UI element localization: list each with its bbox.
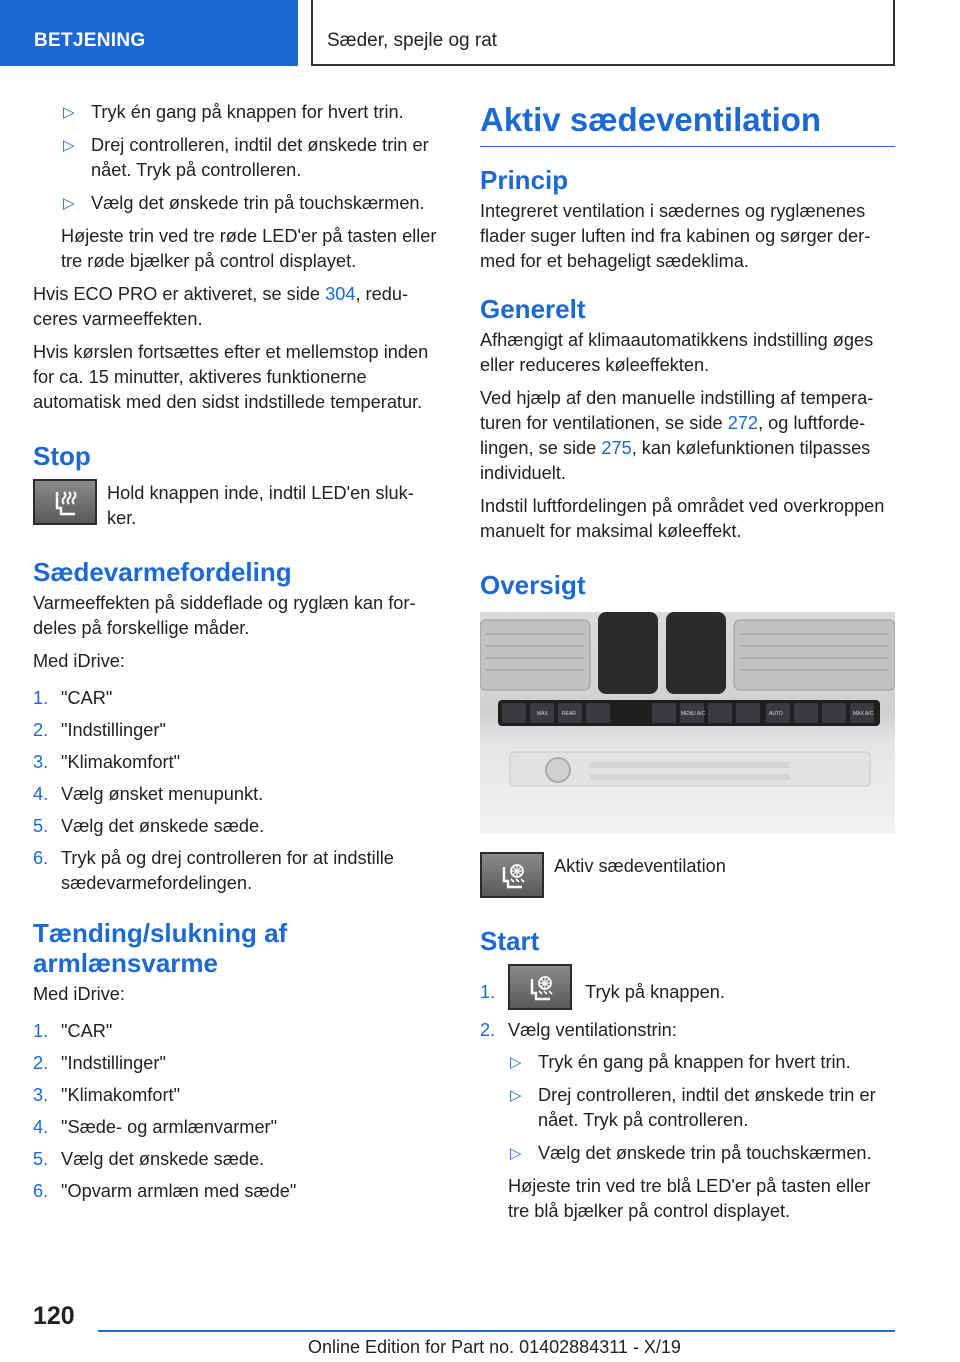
list-item: 6. "Opvarm armlæn med sæde": [33, 1181, 297, 1201]
list-item: 4. Vælg ønsket menupunkt.: [33, 784, 264, 804]
stop-text: Hold knappen inde, indtil LED'en slukker.: [107, 483, 414, 528]
bullet-item: ▷ Vælg det ønskede trin på touchskærmen.: [33, 191, 445, 216]
list-item: 4. "Sæde- og armlænvarmer": [33, 1117, 278, 1137]
generelt-text: Afhængigt af klimaautomatikkens indstilling øges eller reduceres køleeffekten.: [480, 330, 874, 375]
photo-button-label: MAX A/C: [853, 711, 874, 717]
triangle-right-icon: ▷: [63, 104, 75, 121]
photo-button-label: MAX: [537, 711, 548, 717]
chapter-title: Sæder, spejle og rat: [311, 0, 895, 66]
footer-divider: [98, 1330, 895, 1332]
left-column: [33, 100, 445, 1211]
seat-ventilation-icon: [508, 964, 572, 1010]
page-number: 120: [33, 1302, 75, 1330]
vent-icon-row: [480, 852, 895, 898]
armrest-steps: [33, 1019, 445, 1204]
armrest-heading: Tænding/slukning af armlænsvarme: [33, 918, 288, 978]
princip-heading: Princip: [480, 165, 569, 195]
list-item: 2. "Indstillinger": [33, 1053, 166, 1073]
climate-panel-illustration: [480, 612, 895, 834]
page-header: [0, 0, 960, 66]
list-item: 2. Vælg ventilationstrin:: [480, 1020, 677, 1040]
list-item: 3. "Klimakomfort": [33, 752, 181, 772]
bullet-item: ▷ Drej controlleren, indtil det ønskede trin er nået. Tryk på controlleren.: [510, 1085, 876, 1130]
triangle-right-icon: ▷: [63, 137, 75, 154]
max-level-note: Højeste trin ved tre røde LED'er på tasten eller tre røde bjælker på control displayet.: [61, 226, 437, 271]
page-link-275[interactable]: 275: [601, 438, 632, 458]
page-link-272[interactable]: 272: [727, 413, 759, 433]
list-item: 3. "Klimakomfort": [33, 1085, 181, 1105]
distribution-intro: Varmeeffekten på siddeflade og ryglæn kan fordeles på forskellige måder.: [33, 593, 416, 638]
bullet-item: ▷ Vælg det ønskede trin på touchskærmen.: [480, 1141, 895, 1166]
right-column: [480, 100, 895, 1232]
list-item: 1. "CAR": [33, 1021, 113, 1041]
bullet-item: ▷ Drej controlleren, indtil det ønskede trin er nået. Tryk på controlleren.: [63, 135, 429, 180]
bullet-item: ▷ Tryk én gang på knappen for hvert trin.: [480, 1050, 895, 1075]
idrive-label: Med iDrive:: [33, 984, 125, 1004]
photo-button-label: MENU A/C: [681, 711, 706, 717]
princip-text: Integreret ventilation i sædernes og ryglænenes flader suger luften ind fra kabinen og sørger dermed for et behageligt sædeklima.: [480, 201, 871, 271]
idrive-label: Med iDrive:: [33, 651, 125, 671]
photo-button-label: REAR: [562, 711, 576, 717]
oversigt-heading: Oversigt: [480, 570, 586, 600]
manual-setting-note: Ved hjælp af den manuelle indstilling af temperaturen for ventilationen, se side 272, og luftfordelingen, se side 275, kan kølefunktionen tilpasses individuelt.: [480, 388, 874, 483]
generelt-heading: Generelt: [480, 294, 586, 324]
edition-note: Online Edition for Part no. 01402884311 - X/19: [308, 1337, 681, 1357]
list-item: 5. Vælg det ønskede sæde.: [33, 816, 265, 836]
climate-panel-photo: [480, 612, 895, 834]
list-item: 2. "Indstillinger": [33, 720, 166, 740]
start-heading: Start: [480, 926, 540, 956]
vent-icon-caption: Aktiv sædeventilation: [554, 856, 726, 876]
section-tab: BETJENING: [0, 0, 298, 66]
seat-heating-icon: [33, 479, 97, 525]
list-item: 5. Vælg det ønskede sæde.: [33, 1149, 265, 1169]
start-max-note: Højeste trin ved tre blå LED'er på tasten eller tre blå bjælker på control displayet.: [508, 1176, 871, 1221]
list-item: 1. "CAR": [33, 688, 113, 708]
triangle-right-icon: ▷: [510, 1054, 522, 1071]
bullet-item: ▷ Tryk én gang på knappen for hvert trin.: [33, 100, 445, 125]
restart-note: Hvis kørslen fortsættes efter et mellemstop inden for ca. 15 minutter, aktiveres funktionerne automatisk med den sidst indstillede temperatur.: [33, 342, 429, 412]
list-item: 6. Tryk på og drej controlleren for at indstille sædevarmefordelingen.: [33, 848, 394, 893]
eco-pro-note: Hvis ECO PRO er aktiveret, se side 304, reduceres varmeeffekten.: [33, 284, 409, 329]
distribution-heading: Sædevarmefordeling: [33, 557, 292, 587]
list-item: 1. Tryk på knappen.: [480, 964, 895, 1010]
distribution-steps: [33, 686, 445, 896]
page-link-304[interactable]: 304: [325, 284, 356, 304]
seat-ventilation-icon: [480, 852, 544, 898]
triangle-right-icon: ▷: [510, 1087, 522, 1104]
stop-heading: Stop: [33, 441, 91, 471]
triangle-right-icon: ▷: [63, 195, 75, 212]
stop-row: [33, 479, 445, 531]
main-heading: Aktiv sædeventilation: [480, 100, 895, 147]
triangle-right-icon: ▷: [510, 1145, 522, 1162]
overkrop-note: Indstil luftfordelingen på området ved overkroppen manuelt for maksimal køleeffekt.: [480, 496, 885, 541]
photo-button-label: AUTO: [769, 711, 783, 717]
